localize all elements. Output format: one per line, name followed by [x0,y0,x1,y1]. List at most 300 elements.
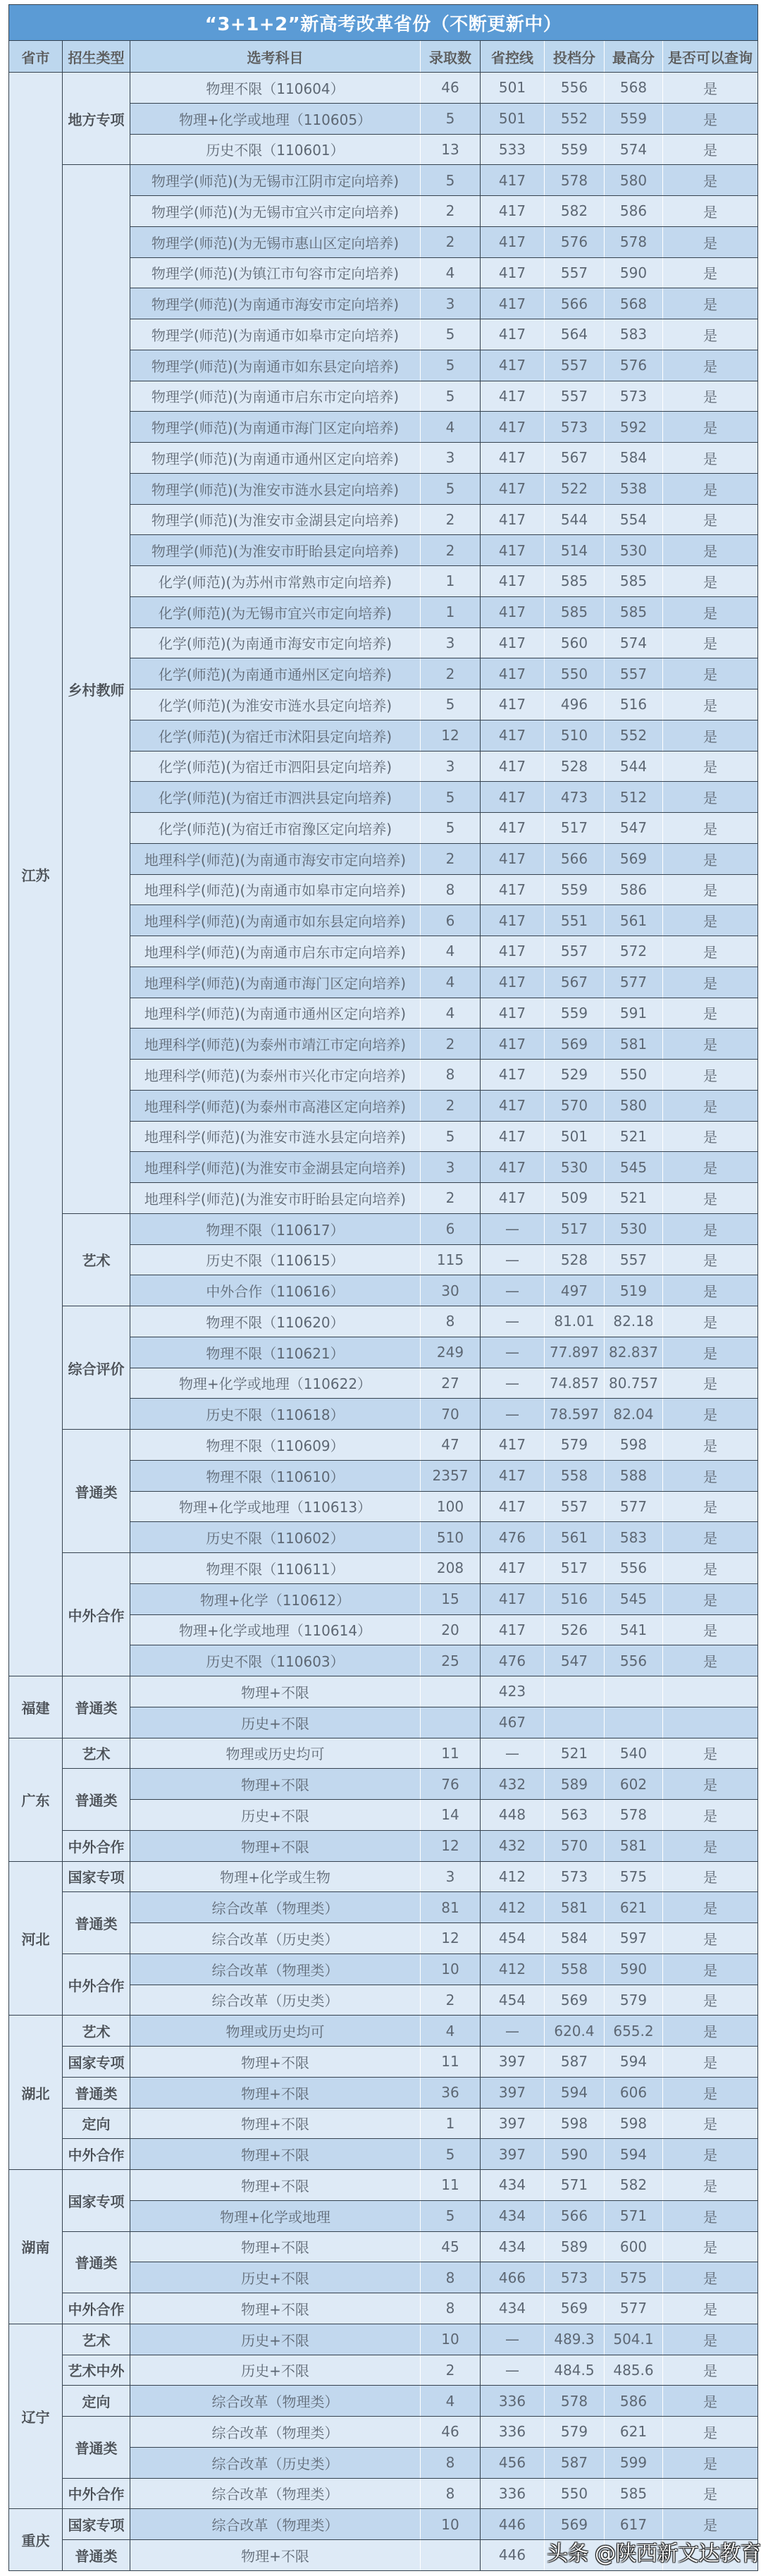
admission-type-cell: 普通类 [63,2231,130,2293]
filing-score-cell: 530 [545,1152,605,1183]
control-line-cell: 417 [481,1152,545,1183]
control-line-cell: 417 [481,504,545,535]
admitted-count-cell: 4 [421,967,481,998]
control-line-cell: 417 [481,905,545,936]
max-score-cell: 621 [605,1892,663,1923]
queryable-cell: 是 [663,1614,758,1645]
table-row [9,2386,758,2417]
column-header-queryable: 是否可以查询 [663,41,758,73]
subject-cell: 物理+化学或地理 [130,2200,421,2231]
filing-score-cell [545,1707,605,1738]
queryable-cell: 是 [663,2447,758,2478]
admitted-count-cell: 11 [421,2170,481,2201]
subject-cell: 综合改革（物理类） [130,2386,421,2417]
admitted-count-cell: 6 [421,905,481,936]
filing-score-cell: 589 [545,2231,605,2262]
province-cell: 湖北 [9,2016,63,2170]
subject-cell: 物理+化学或地理（110613） [130,1491,421,1522]
max-score-cell: 574 [605,134,663,165]
max-score-cell: 586 [605,196,663,227]
table-row [9,1830,758,1861]
queryable-cell: 是 [663,504,758,535]
control-line-cell: 417 [481,196,545,227]
filing-score-cell: 582 [545,196,605,227]
queryable-cell: 是 [663,1738,758,1769]
filing-score-cell: 589 [545,1769,605,1800]
admitted-count-cell: 46 [421,73,481,104]
subject-cell: 化学(师范)(为无锡市宜兴市定向培养) [130,596,421,627]
filing-score-cell: 590 [545,2139,605,2170]
queryable-cell: 是 [663,73,758,104]
filing-score-cell: 552 [545,103,605,134]
filing-score-cell: 551 [545,905,605,936]
queryable-cell: 是 [663,1645,758,1676]
subject-cell: 地理科学(师范)(为淮安市涟水县定向培养) [130,1121,421,1152]
admission-type-cell: 国家专项 [63,2509,130,2540]
control-line-cell: 417 [481,782,545,813]
table-row [9,2355,758,2386]
subject-cell: 地理科学(师范)(为淮安市盱眙县定向培养) [130,1183,421,1214]
max-score-cell: 512 [605,782,663,813]
table-row [9,1861,758,1892]
table-row [9,2231,758,2262]
admitted-count-cell: 2 [421,196,481,227]
control-line-cell: 417 [481,967,545,998]
admitted-count-cell: 8 [421,2447,481,2478]
control-line-cell: 336 [481,2478,545,2509]
control-line-cell: 434 [481,2170,545,2201]
queryable-cell: 是 [663,2077,758,2108]
subject-cell: 物理不限（110604） [130,73,421,104]
queryable-cell: 是 [663,165,758,196]
control-line-cell: 417 [481,843,545,874]
admitted-count-cell: 81 [421,1892,481,1923]
queryable-cell: 是 [663,535,758,566]
subject-cell: 地理科学(师范)(为泰州市靖江市定向培养) [130,1029,421,1060]
control-line-cell: 417 [481,412,545,443]
admitted-count-cell: 3 [421,288,481,319]
queryable-cell: 是 [663,658,758,689]
control-line-cell: 417 [481,813,545,844]
max-score-cell [605,1676,663,1707]
control-line-cell: 417 [481,1121,545,1152]
control-line-cell: 417 [481,1430,545,1461]
control-line-cell: 417 [481,874,545,905]
admission-type-cell: 普通类 [63,1676,130,1738]
queryable-cell: 是 [663,1954,758,1985]
admission-type-cell: 中外合作 [63,2293,130,2324]
admitted-count-cell: 5 [421,782,481,813]
admitted-count-cell: 5 [421,165,481,196]
admitted-count-cell: 30 [421,1275,481,1306]
max-score-cell: 621 [605,2417,663,2448]
max-score-cell: 554 [605,504,663,535]
admission-type-cell: 定向 [63,2386,130,2417]
max-score-cell: 579 [605,1985,663,2016]
subject-cell: 历史+不限 [130,1707,421,1738]
header-row [9,41,758,73]
subject-cell: 物理学(师范)(为南通市如东县定向培养) [130,350,421,381]
queryable-cell: 是 [663,1029,758,1060]
queryable-cell: 是 [663,1769,758,1800]
filing-score-cell: 81.01 [545,1306,605,1337]
max-score-cell: 580 [605,1090,663,1121]
admitted-count-cell: 5 [421,350,481,381]
column-header-admission-type: 招生类型 [63,41,130,73]
admitted-count-cell: 3 [421,1861,481,1892]
control-line-cell: 397 [481,2047,545,2078]
filing-score-cell: 559 [545,874,605,905]
subject-cell: 综合改革（物理类） [130,2417,421,2448]
column-header-admitted-count: 录取数 [421,41,481,73]
province-cell: 广东 [9,1738,63,1861]
admitted-count-cell: 249 [421,1337,481,1368]
queryable-cell: 是 [663,473,758,504]
max-score-cell: 82.04 [605,1399,663,1430]
table-row [9,2478,758,2509]
queryable-cell: 是 [663,1121,758,1152]
control-line-cell: 336 [481,2417,545,2448]
admission-type-cell: 普通类 [63,2540,130,2571]
control-line-cell: 417 [481,165,545,196]
province-cell: 福建 [9,1676,63,1738]
filing-score-cell: 561 [545,1522,605,1553]
subject-cell: 物理+化学（110612） [130,1583,421,1614]
province-cell: 湖南 [9,2170,63,2324]
table-row [9,73,758,104]
subject-cell: 地理科学(师范)(为南通市如皋市定向培养) [130,874,421,905]
admitted-count-cell: 100 [421,1491,481,1522]
queryable-cell: 是 [663,1152,758,1183]
subject-cell: 物理+不限 [130,1676,421,1707]
queryable-cell: 是 [663,1892,758,1923]
filing-score-cell: 578 [545,165,605,196]
table-row [9,2509,758,2540]
control-line-cell: 454 [481,1985,545,2016]
max-score-cell: 584 [605,443,663,474]
table-row [9,2139,758,2170]
control-line-cell: 448 [481,1800,545,1831]
max-score-cell: 573 [605,381,663,412]
queryable-cell: 是 [663,782,758,813]
admitted-count-cell: 1 [421,2108,481,2139]
filing-score-cell: 578 [545,2386,605,2417]
admission-type-cell: 中外合作 [63,1830,130,1861]
queryable-cell: 是 [663,2478,758,2509]
filing-score-cell: 569 [545,1029,605,1060]
control-line-cell: 417 [481,998,545,1029]
max-score-cell: 519 [605,1275,663,1306]
queryable-cell: 是 [663,1830,758,1861]
max-score-cell: 590 [605,1954,663,1985]
subject-cell: 物理不限（110609） [130,1430,421,1461]
max-score-cell: 591 [605,998,663,1029]
filing-score-cell: 559 [545,998,605,1029]
queryable-cell: 是 [663,2231,758,2262]
control-line-cell: — [481,2324,545,2355]
max-score-cell: 581 [605,1029,663,1060]
queryable-cell: 是 [663,2293,758,2324]
subject-cell: 化学(师范)(为宿迁市泗阳县定向培养) [130,751,421,782]
control-line-cell: 417 [481,535,545,566]
queryable-cell: 是 [663,689,758,720]
control-line-cell: 417 [481,1090,545,1121]
max-score-cell: 530 [605,1213,663,1244]
admitted-count-cell: 2 [421,1183,481,1214]
filing-score-cell: 570 [545,1090,605,1121]
queryable-cell: 是 [663,1491,758,1522]
max-score-cell: 600 [605,2231,663,2262]
admission-type-cell: 普通类 [63,1769,130,1831]
title-row [9,5,758,41]
control-line-cell: 417 [481,1460,545,1491]
control-line-cell: 533 [481,134,545,165]
subject-cell: 物理学(师范)(为南通市海安市定向培养) [130,288,421,319]
subject-cell: 物理+化学或地理（110622） [130,1368,421,1399]
max-score-cell: 599 [605,2447,663,2478]
filing-score-cell: 528 [545,751,605,782]
filing-score-cell: 559 [545,134,605,165]
filing-score-cell: 563 [545,1800,605,1831]
control-line-cell: 417 [481,1614,545,1645]
admission-score-table [8,4,758,2571]
filing-score-cell: 564 [545,319,605,350]
queryable-cell: 是 [663,412,758,443]
admitted-count-cell: 1 [421,566,481,597]
control-line-cell: — [481,2355,545,2386]
control-line-cell: 417 [481,936,545,967]
subject-cell: 综合改革（物理类） [130,2509,421,2540]
admitted-count-cell: 5 [421,2139,481,2170]
filing-score-cell: 557 [545,350,605,381]
filing-score-cell: 569 [545,2509,605,2540]
filing-score-cell: 584 [545,1923,605,1954]
filing-score-cell: 484.5 [545,2355,605,2386]
max-score-cell: 569 [605,843,663,874]
subject-cell: 物理+不限 [130,2231,421,2262]
queryable-cell: 是 [663,319,758,350]
filing-score-cell: 566 [545,2200,605,2231]
admitted-count-cell: 8 [421,2293,481,2324]
max-score-cell: 572 [605,936,663,967]
queryable-cell [663,1676,758,1707]
max-score-cell: 541 [605,1614,663,1645]
subject-cell: 物理+不限 [130,1830,421,1861]
queryable-cell: 是 [663,1060,758,1091]
admitted-count-cell: 3 [421,751,481,782]
filing-score-cell: 557 [545,381,605,412]
queryable-cell: 是 [663,350,758,381]
max-score-cell: 556 [605,1645,663,1676]
admitted-count-cell: 70 [421,1399,481,1430]
table-row [9,1553,758,1584]
control-line-cell: 417 [481,1491,545,1522]
admitted-count-cell: 10 [421,2324,481,2355]
admission-type-cell: 普通类 [63,1892,130,1954]
subject-cell: 历史不限（110603） [130,1645,421,1676]
queryable-cell: 是 [663,2386,758,2417]
filing-score-cell: 514 [545,535,605,566]
queryable-cell: 是 [663,1275,758,1306]
admitted-count-cell: 25 [421,1645,481,1676]
max-score-cell: 581 [605,1830,663,1861]
control-line-cell: 417 [481,689,545,720]
queryable-cell: 是 [663,226,758,257]
queryable-cell: 是 [663,103,758,134]
table-title: “3+1+2”新高考改革省份（不断更新中） [9,5,758,41]
table-row [9,1738,758,1769]
filing-score-cell: 567 [545,967,605,998]
max-score-cell: 578 [605,1800,663,1831]
subject-cell: 地理科学(师范)(为南通市海门区定向培养) [130,967,421,998]
filing-score-cell: 573 [545,1861,605,1892]
filing-score-cell: 571 [545,2170,605,2201]
admission-type-cell: 普通类 [63,2417,130,2479]
table-row [9,1430,758,1461]
filing-score-cell: 567 [545,443,605,474]
filing-score-cell: 579 [545,1430,605,1461]
queryable-cell: 是 [663,1460,758,1491]
control-line-cell: 417 [481,288,545,319]
subject-cell: 物理+不限 [130,2170,421,2201]
filing-score-cell: 509 [545,1183,605,1214]
subject-cell: 物理学(师范)(为淮安市金湖县定向培养) [130,504,421,535]
table-row [9,1954,758,1985]
filing-score-cell: 585 [545,566,605,597]
admission-type-cell: 中外合作 [63,1553,130,1676]
control-line-cell: 446 [481,2540,545,2571]
filing-score-cell: 74.857 [545,1368,605,1399]
max-score-cell: 577 [605,1491,663,1522]
table-row [9,2324,758,2355]
admitted-count-cell: 5 [421,381,481,412]
queryable-cell: 是 [663,2047,758,2078]
queryable-cell: 是 [663,2200,758,2231]
queryable-cell: 是 [663,1985,758,2016]
queryable-cell: 是 [663,381,758,412]
queryable-cell: 是 [663,1430,758,1461]
queryable-cell: 是 [663,196,758,227]
filing-score-cell: 473 [545,782,605,813]
queryable-cell: 是 [663,2509,758,2540]
filing-score-cell: 517 [545,813,605,844]
admitted-count-cell [421,1707,481,1738]
admission-type-cell: 地方专项 [63,73,130,165]
subject-cell: 历史不限（110615） [130,1244,421,1275]
filing-score-cell: 516 [545,1583,605,1614]
max-score-cell: 617 [605,2509,663,2540]
subject-cell: 历史不限（110601） [130,134,421,165]
admitted-count-cell: 5 [421,473,481,504]
max-score-cell: 516 [605,689,663,720]
queryable-cell: 是 [663,2108,758,2139]
queryable-cell: 是 [663,1399,758,1430]
subject-cell: 物理学(师范)(为南通市启东市定向培养) [130,381,421,412]
admitted-count-cell: 14 [421,1800,481,1831]
max-score-cell: 594 [605,2047,663,2078]
queryable-cell: 是 [663,843,758,874]
max-score-cell: 568 [605,73,663,104]
max-score-cell: 598 [605,2108,663,2139]
admitted-count-cell: 510 [421,1522,481,1553]
province-cell: 重庆 [9,2509,63,2571]
filing-score-cell: 78.597 [545,1399,605,1430]
admitted-count-cell: 4 [421,2016,481,2047]
control-line-cell: 417 [481,1583,545,1614]
subject-cell: 物理不限（110620） [130,1306,421,1337]
max-score-cell: 588 [605,1460,663,1491]
table-row [9,1769,758,1800]
admitted-count-cell: 12 [421,720,481,751]
subject-cell: 物理+不限 [130,2108,421,2139]
queryable-cell: 是 [663,1861,758,1892]
control-line-cell: 417 [481,319,545,350]
control-line-cell: 397 [481,2139,545,2170]
subject-cell: 物理或历史均可 [130,2016,421,2047]
control-line-cell: — [481,2016,545,2047]
max-score-cell: 530 [605,535,663,566]
admitted-count-cell: 3 [421,627,481,658]
queryable-cell: 是 [663,1337,758,1368]
control-line-cell: 417 [481,1060,545,1091]
max-score-cell [605,1707,663,1738]
column-header-control-line: 省控线 [481,41,545,73]
queryable-cell: 是 [663,874,758,905]
admitted-count-cell: 12 [421,1830,481,1861]
control-line-cell: 412 [481,1892,545,1923]
admission-type-cell: 普通类 [63,1430,130,1553]
subject-cell: 化学(师范)(为苏州市常熟市定向培养) [130,566,421,597]
control-line-cell: 412 [481,1861,545,1892]
control-line-cell: — [481,1306,545,1337]
max-score-cell: 556 [605,1553,663,1584]
column-header-filing-score: 投档分 [545,41,605,73]
admitted-count-cell: 4 [421,998,481,1029]
queryable-cell: 是 [663,1306,758,1337]
max-score-cell: 598 [605,1430,663,1461]
control-line-cell: 417 [481,226,545,257]
queryable-cell: 是 [663,1090,758,1121]
table-row [9,2170,758,2201]
control-line-cell: 417 [481,1183,545,1214]
max-score-cell: 521 [605,1121,663,1152]
filing-score-cell: 560 [545,627,605,658]
max-score-cell: 606 [605,2077,663,2108]
column-header-province: 省市 [9,41,63,73]
control-line-cell: — [481,1738,545,1769]
province-cell: 河北 [9,1861,63,2016]
max-score-cell: 655.2 [605,2016,663,2047]
control-line-cell: — [481,1213,545,1244]
max-score-cell: 544 [605,751,663,782]
admitted-count-cell: 11 [421,2047,481,2078]
admission-type-cell: 艺术中外 [63,2355,130,2386]
filing-score-cell: 558 [545,1460,605,1491]
subject-cell: 综合改革（物理类） [130,1892,421,1923]
control-line-cell: 476 [481,1522,545,1553]
subject-cell: 历史不限（110602） [130,1522,421,1553]
max-score-cell: 576 [605,350,663,381]
table-row [9,2108,758,2139]
subject-cell: 综合改革（历史类） [130,2447,421,2478]
subject-cell: 地理科学(师范)(为泰州市兴化市定向培养) [130,1060,421,1091]
admitted-count-cell: 5 [421,2200,481,2231]
subject-cell: 物理+不限 [130,2077,421,2108]
filing-score-cell: 529 [545,1060,605,1091]
filing-score-cell: 556 [545,73,605,104]
admitted-count-cell: 45 [421,2231,481,2262]
control-line-cell: 412 [481,1954,545,1985]
